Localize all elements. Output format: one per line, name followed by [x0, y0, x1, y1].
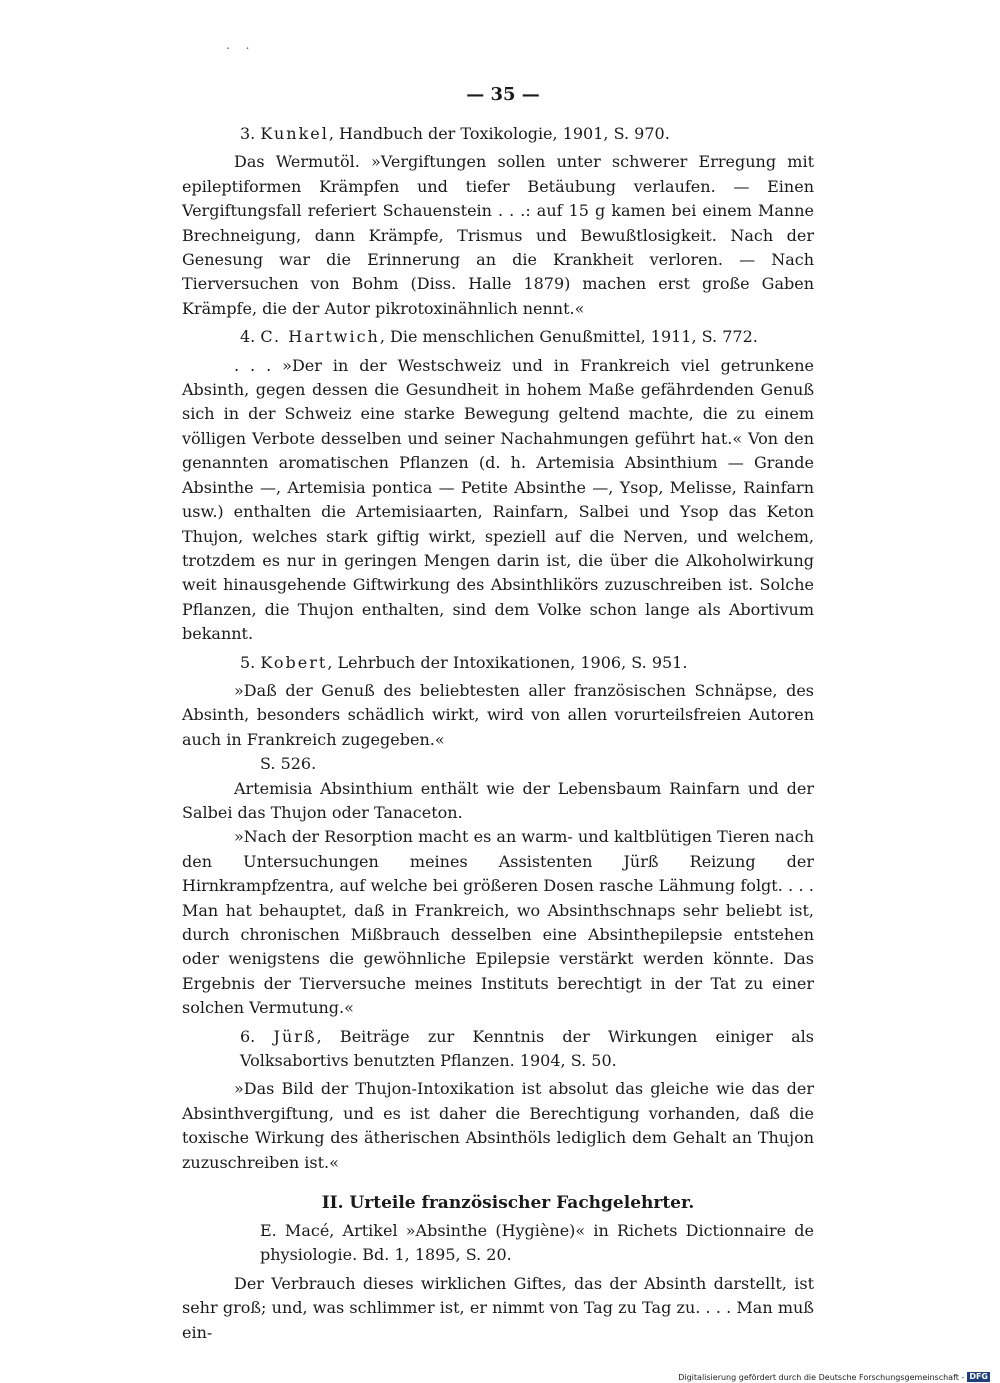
reference-4: 4. C. Hartwich, Die menschlichen Genußmittel, 1911, S. 772.	[240, 327, 758, 347]
page-number: — 35 —	[466, 84, 540, 105]
top-marks: . .	[226, 38, 256, 52]
paragraph: »Daß der Genuß des beliebtesten aller französischen Schnäpse, des Absinth, besonders schädlich wirkt, wird von allen vorurteilsfreien Autoren auch in Frankreich zugegeben.«	[182, 680, 814, 749]
reference-6: 6. Jürß, Beiträge zur Kenntnis der Wirkungen einiger als Volksabortivs benutzten Pflanzen. 1904, S. 50.	[240, 1026, 815, 1071]
footer-text: Digitalisierung gefördert durch die Deutsche Forschungsgemeinschaft -	[678, 1372, 965, 1382]
paragraph: Der Verbrauch dieses wirklichen Giftes, das der Absinth darstellt, ist sehr groß; und, was schlimmer ist, er nimmt von Tag zu Tag zu. . . . Man muß ein-	[182, 1273, 814, 1342]
reference-3: 3. Kunkel, Handbuch der Toxikologie, 1901, S. 970.	[240, 124, 670, 143]
paragraph: »Nach der Resorption macht es an warm- und kaltblütigen Tieren nach den Untersuchungen meines Assistenten Jürß Reizung der Hirnkrampfzentra, auf welche bei größeren Dosen rasche Lähmung folgt. . . . Man hat behauptet, daß in Frankreich, wo Absinthschnaps sehr beliebt ist, durch chronischen Mißbrauch desselben eine Absinthepilepsie entstehen oder wenigstens die gewöhnliche Epilepsie verstärkt werden könnte. Das Ergebnis der Tierversuche meines Instituts berechtigt in der Tat zu einer solchen Vermutung.«	[182, 827, 814, 1018]
page-reference: S. 526.	[260, 754, 317, 774]
digitization-footer	[678, 1372, 990, 1382]
section-heading: II. Urteile französischer Fachgelehrter.	[321, 1193, 695, 1214]
paragraph: Artemisia Absinthium enthält wie der Lebensbaum Rainfarn und der Salbei das Thujon oder Tanaceton.	[182, 778, 814, 822]
reference-mace: E. Macé, Artikel »Absinthe (Hygiène)« in Richets Dictionnaire de physiologie. Bd. 1, 1895, S. 20.	[260, 1221, 814, 1265]
reference-5: 5. Kobert, Lehrbuch der Intoxikationen, 1906, S. 951.	[240, 652, 688, 672]
page-body	[182, 122, 814, 1345]
paragraph: . . . »Der in der Westschweiz und in Frankreich viel getrunkene Absinth, gegen dessen die Gesundheit in hohem Maße gefährdenden Genuß sich in der Schweiz eine starke Bewegung geltend machte, die zu einem völligen Verbote desselben und seiner Nachahmungen geführt hat.« Von den genannten aromatischen Pflanzen (d. h. Artemisia Absinthium — Grande Absinthe —, Artemisia pontica — Petite Absinthe —, Ysop, Melisse, Rainfarn usw.) enthalten die Artemisiaarten, Rainfarn, Salbei und Ysop das Keton Thujon, welches stark giftig wirkt, speziell auf die Nerven, und welchem, trotzdem es nur in geringen Mengen darin ist, die über die Alkoholwirkung weit hinausgehende Giftwirkung des Absinthlikörs zuzuschreiben ist. Solche Pflanzen, die Thujon enthalten, sind dem Volke schon lange als Abortivum bekannt.	[182, 355, 814, 644]
paragraph: »Das Bild der Thujon-Intoxikation ist absolut das gleiche wie das der Absinthvergiftung, und es ist daher die Berechtigung vorhanden, daß die toxische Wirkung des ätherischen Absinthöls lediglich dem Gehalt an Thujon zuzuschreiben ist.«	[182, 1079, 814, 1172]
dfg-logo: DFG	[969, 1372, 988, 1381]
paragraph: Das Wermutöl. »Vergiftungen sollen unter schwerer Erregung mit epileptiformen Krämpfen und tiefer Betäubung verlaufen. — Einen Vergiftungsfall referiert Schauenstein . . .: auf 15 g kamen bei einem Manne Brechneigung, dann Krämpfe, Trismus und Bewußtlosigkeit. Nach der Genesung war die Erinnerung an die Krankheit verloren. — Nach Tierversuchen von Bohm (Diss. Halle 1879) machen erst große Gaben Krämpfe, die der Autor pikrotoxinähnlich nennt.«	[182, 152, 814, 318]
